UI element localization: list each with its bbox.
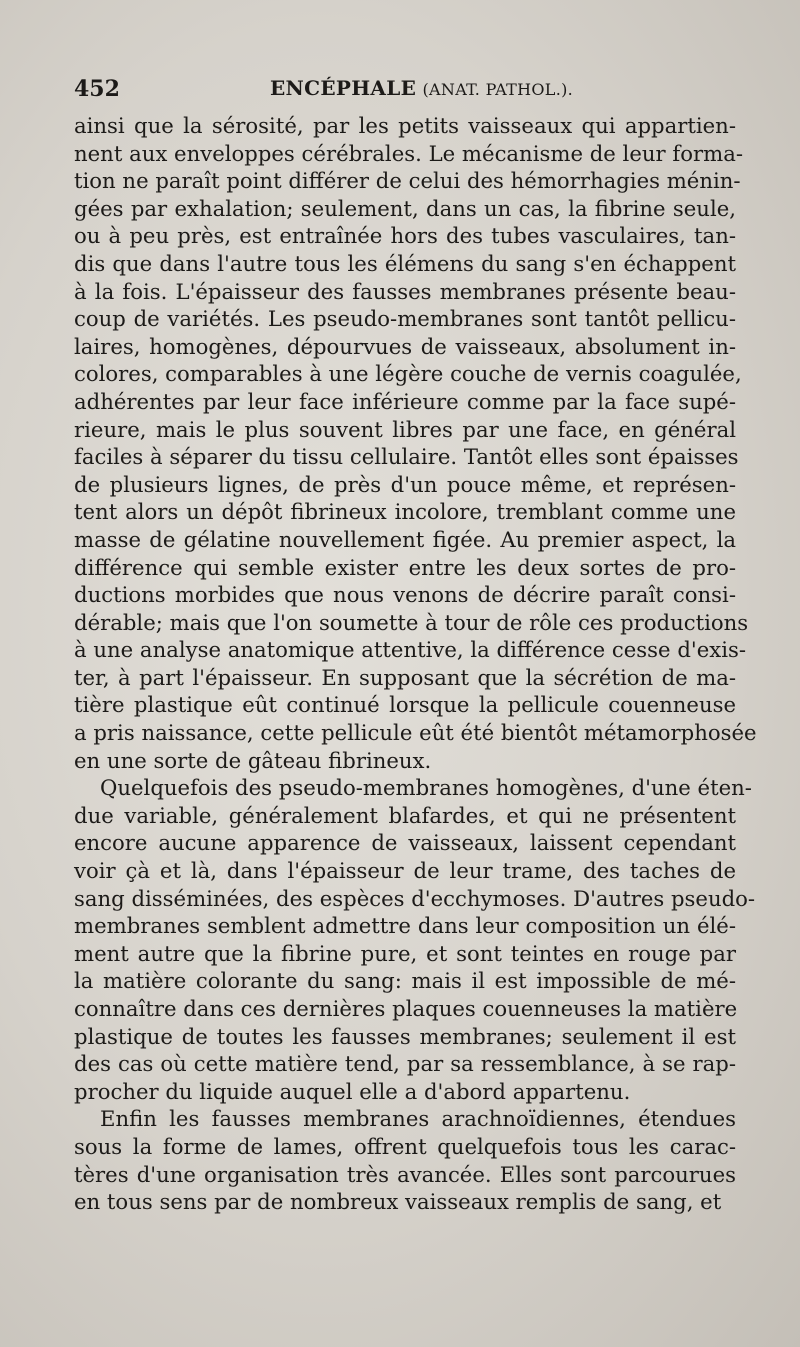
text-line: membranes semblent admettre dans leur composition un élé- xyxy=(74,913,736,939)
text-line: encore aucune apparence de vaisseaux, laissent cependant xyxy=(74,830,736,856)
text-line: adhérentes par leur face inférieure comme par la face supé- xyxy=(74,388,736,414)
text-line: sang disséminées, des espèces d'ecchymoses. D'autres pseudo- xyxy=(74,885,756,911)
running-head xyxy=(270,76,573,100)
text-line: voir çà et là, dans l'épaisseur de leur trame, des taches de xyxy=(74,858,736,884)
text-line: sous la forme de lames, offrent quelquefois tous les carac- xyxy=(74,1133,736,1159)
text-line: en tous sens par de nombreux vaisseaux remplis de sang, et xyxy=(74,1189,722,1215)
text-line: ment autre que la fibrine pure, et sont teintes en rouge par xyxy=(74,940,736,966)
text-line: dérable; mais que l'on soumette à tour de rôle ces productions xyxy=(74,609,749,635)
text-line: coup de variétés. Les pseudo-membranes sont tantôt pellicu- xyxy=(74,306,736,332)
text-line: à une analyse anatomique attentive, la différence cesse d'exis- xyxy=(74,637,747,663)
text-line: Quelquefois des pseudo-membranes homogènes, d'une éten- xyxy=(100,775,752,801)
text-line: a pris naissance, cette pellicule eût été bientôt métamorphosée xyxy=(74,720,757,746)
text-line: tent alors un dépôt fibrineux incolore, tremblant comme une xyxy=(74,499,736,525)
text-line: connaître dans ces dernières plaques couenneuses la matière xyxy=(74,996,738,1021)
text-line: nent aux enveloppes cérébrales. Le mécanisme de leur forma- xyxy=(74,140,743,166)
text-line: laires, homogènes, dépourvues de vaisseaux, absolument in- xyxy=(74,333,736,359)
text-line: tères d'une organisation très avancée. Elles sont parcourues xyxy=(74,1161,736,1187)
text-line: en une sorte de gâteau fibrineux. xyxy=(74,747,432,773)
text-line: due variable, généralement blafardes, et qui ne présentent xyxy=(74,802,736,828)
text-line: ductions morbides que nous venons de décrire paraît consi- xyxy=(74,582,736,608)
text-line: tière plastique eût continué lorsque la pellicule couenneuse xyxy=(74,692,736,718)
text-line: plastique de toutes les fausses membranes; seulement il est xyxy=(74,1023,736,1049)
text-line: à la fois. L'épaisseur des fausses membranes présente beau- xyxy=(74,278,736,304)
text-line: rieure, mais le plus souvent libres par une face, en général xyxy=(74,416,736,442)
text-line: gées par exhalation; seulement, dans un cas, la fibrine seule, xyxy=(74,195,736,221)
page-number: 452 xyxy=(74,76,120,102)
page-header xyxy=(74,72,734,108)
text-line: dis que dans l'autre tous les élémens du sang s'en échappent xyxy=(74,250,736,276)
text-line: des cas où cette matière tend, par sa ressemblance, à se rap- xyxy=(74,1051,736,1077)
text-line: ou à peu près, est entraînée hors des tubes vasculaires, tan- xyxy=(74,223,736,249)
body-text xyxy=(74,112,757,1216)
text-line: masse de gélatine nouvellement figée. Au premier aspect, la xyxy=(74,526,736,552)
text-line: la matière colorante du sang: mais il est impossible de mé- xyxy=(74,968,736,994)
text-line: tion ne paraît point différer de celui des hémorrhagies ménin- xyxy=(74,168,741,194)
text-line: de plusieurs lignes, de près d'un pouce même, et représen- xyxy=(74,471,736,497)
running-head-title: ENCÉPHALE xyxy=(270,76,417,100)
running-head-subtitle: (ANAT. PATHOL.). xyxy=(422,80,574,99)
text-line: colores, comparables à une légère couche de vernis coagulée, xyxy=(74,361,742,387)
text-line: différence qui semble exister entre les deux sortes de pro- xyxy=(74,554,736,580)
text-line: Enfin les fausses membranes arachnoïdiennes, étendues xyxy=(100,1106,736,1132)
text-line: ter, à part l'épaisseur. En supposant que la sécrétion de ma- xyxy=(74,664,736,690)
text-line: procher du liquide auquel elle a d'abord appartenu. xyxy=(74,1078,631,1104)
text-line: ainsi que la sérosité, par les petits vaisseaux qui appartien- xyxy=(74,113,736,138)
text-line: faciles à séparer du tissu cellulaire. Tantôt elles sont épaisses xyxy=(74,444,739,470)
